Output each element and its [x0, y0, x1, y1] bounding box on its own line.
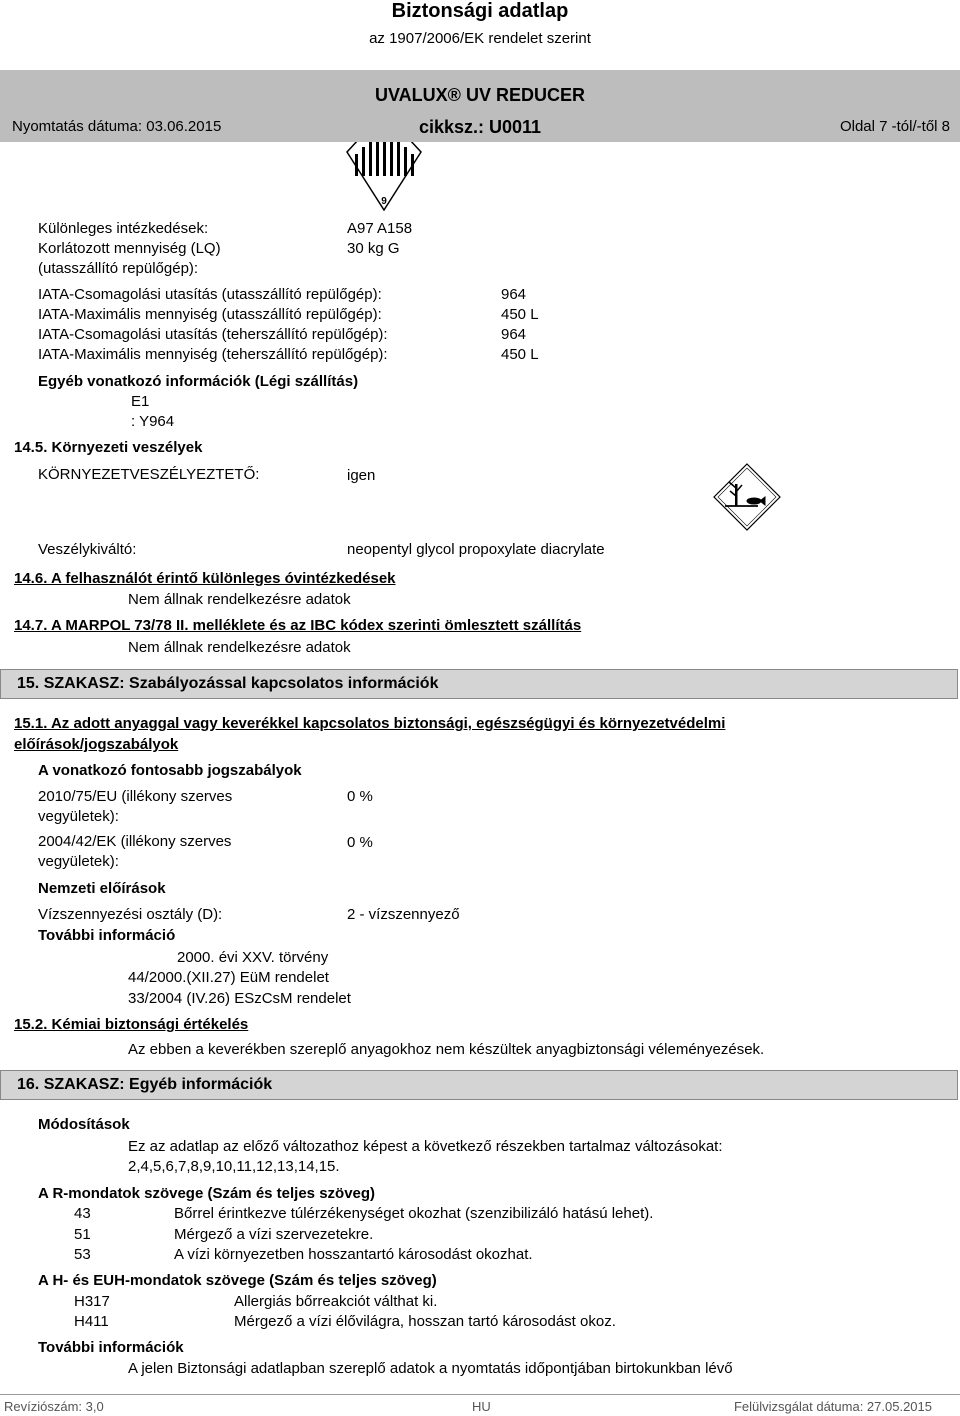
more-info-text: A jelen Biztonsági adatlapban szereplő adatok a nyomtatás időpontjában birtokunkban lévő	[128, 1360, 733, 1377]
section-15-2-heading: 15.2. Kémiai biztonsági értékelés	[14, 1016, 249, 1033]
print-date: Nyomtatás dátuma: 03.06.2015	[12, 118, 222, 135]
water-class-value: 2 - vízszennyező	[347, 906, 460, 923]
law-label-2: vegyületek):	[38, 808, 119, 825]
iata-row-value: 450 L	[501, 306, 539, 323]
product-name: UVALUX® UV REDUCER	[375, 85, 585, 105]
changes-line: Ez az adatlap az előző változathoz képest a következő részekben tartalmaz változásokat:	[128, 1138, 723, 1155]
iata-row-value: 964	[501, 286, 527, 303]
trigger-value: neopentyl glycol propoxylate diacrylate	[347, 541, 605, 558]
h-phrase-code: H317	[74, 1293, 110, 1310]
law-label: 2004/42/EK (illékony szerves	[38, 833, 232, 850]
lq-label: Korlátozott mennyiség (LQ)	[38, 240, 221, 257]
lq-value: 30 kg G	[347, 240, 400, 257]
h-phrase-text: Allergiás bőrreakciót válthat ki.	[234, 1293, 438, 1310]
env-label: KÖRNYEZETVESZÉLYEZTETŐ:	[38, 466, 260, 483]
section-16-bar	[0, 1070, 958, 1100]
r-phrase-text: A vízi környezetben hosszantartó károsodást okozhat.	[174, 1246, 533, 1263]
law-label: 2010/75/EU (illékony szerves	[38, 788, 233, 805]
section-14-6-heading: 14.6. A felhasználót érintő különleges óvintézkedések	[14, 570, 396, 587]
r-phrase-text: Bőrrel érintkezve túlérzékenységet okozhat (szenzibilizáló hatású lehet).	[174, 1205, 654, 1222]
changes-heading: Módosítások	[38, 1116, 130, 1133]
iata-row-value: 964	[501, 326, 527, 343]
further-info-line: 44/2000.(XII.27) EüM rendelet	[128, 969, 329, 986]
review-date: Felülvizsgálat dátuma: 27.05.2015	[733, 1399, 932, 1414]
water-class-label: Vízszennyezési osztály (D):	[38, 906, 223, 923]
section-14-7-heading: 14.7. A MARPOL 73/78 II. melléklete és az IBC kódex szerinti ömlesztett szállítás	[14, 617, 582, 634]
iata-row-label: IATA-Csomagolási utasítás (utasszállító repülőgép):	[38, 286, 382, 303]
trigger-label: Veszélykiváltó:	[38, 541, 137, 558]
law-label-2: vegyületek):	[38, 853, 119, 870]
footer-divider	[0, 1394, 960, 1395]
more-info-heading: További információk	[38, 1339, 184, 1356]
environment-hazard-icon	[712, 462, 782, 532]
section-14-6-text: Nem állnak rendelkezésre adatok	[128, 591, 351, 608]
law-value: 0 %	[347, 834, 373, 851]
document-subtitle: az 1907/2006/EK rendelet szerint	[369, 30, 591, 47]
lq-label-2: (utasszállító repülőgép):	[38, 260, 199, 277]
section-15-1-heading: 15.1. Az adott anyaggal vagy keverékkel kapcsolatos biztonsági, egészségügyi és környezetvédelmi	[14, 715, 726, 732]
further-info-line: 2000. évi XXV. törvény	[177, 949, 329, 966]
env-value: igen	[347, 467, 376, 484]
section-15-title: 15. SZAKASZ: Szabályozással kapcsolatos információk	[17, 675, 439, 692]
document-title: Biztonsági adatlap	[391, 0, 569, 22]
laws-heading: A vonatkozó fontosabb jogszabályok	[38, 762, 302, 779]
air-other-line2: : Y964	[131, 413, 175, 430]
r-phrase-code: 53	[74, 1246, 91, 1263]
hazard-class-number: 9	[381, 196, 387, 207]
revision-number: Revíziószám: 3,0	[4, 1399, 104, 1414]
env-heading: 14.5. Környezeti veszélyek	[14, 439, 203, 456]
iata-row-label: IATA-Maximális mennyiség (teherszállító repülőgép):	[38, 346, 388, 363]
further-info-heading: További információ	[38, 927, 176, 944]
page-number: Oldal 7 -tól/-től 8	[839, 118, 950, 135]
section-14-7-text: Nem állnak rendelkezésre adatok	[128, 639, 351, 656]
further-info-line: 33/2004 (IV.26) ESzCsM rendelet	[128, 990, 351, 1007]
air-other-heading: Egyéb vonatkozó információk (Légi szállítás)	[38, 373, 359, 390]
iata-row-value: 450 L	[501, 346, 539, 363]
r-phrase-code: 43	[74, 1205, 91, 1222]
r-phrases-heading: A R-mondatok szövege (Szám és teljes szöveg)	[38, 1185, 376, 1202]
iata-row-label: IATA-Maximális mennyiség (utasszállító repülőgép):	[38, 306, 382, 323]
r-phrase-text: Mérgező a vízi szervezetekre.	[174, 1226, 374, 1243]
national-heading: Nemzeti előírások	[38, 880, 166, 897]
r-phrase-code: 51	[74, 1226, 91, 1243]
section-15-2-text: Az ebben a keverékben szereplő anyagokhoz nem készültek anyagbiztonsági véleményezések.	[128, 1041, 765, 1058]
h-phrases-heading: A H- és EUH-mondatok szövege (Szám és teljes szöveg)	[38, 1272, 437, 1289]
air-other-line1: E1	[131, 393, 150, 410]
special-measures-label: Különleges intézkedések:	[38, 220, 209, 237]
iata-row-label: IATA-Csomagolási utasítás (teherszállító repülőgép):	[38, 326, 388, 343]
language-code: HU	[472, 1399, 491, 1414]
class-9-hazard-icon	[345, 142, 423, 212]
law-value: 0 %	[347, 788, 373, 805]
changes-line-2: 2,4,5,6,7,8,9,10,11,12,13,14,15.	[128, 1158, 340, 1175]
section-16-title: 16. SZAKASZ: Egyéb információk	[17, 1076, 273, 1093]
h-phrase-code: H411	[74, 1313, 109, 1330]
section-15-1-heading-2: előírások/jogszabályok	[14, 736, 179, 753]
section-15-bar	[0, 669, 958, 699]
h-phrase-text: Mérgező a vízi élővilágra, hosszan tartó károsodást okoz.	[234, 1313, 616, 1330]
article-number: cikksz.: U0011	[418, 117, 542, 137]
special-measures-value: A97 A158	[347, 220, 413, 237]
